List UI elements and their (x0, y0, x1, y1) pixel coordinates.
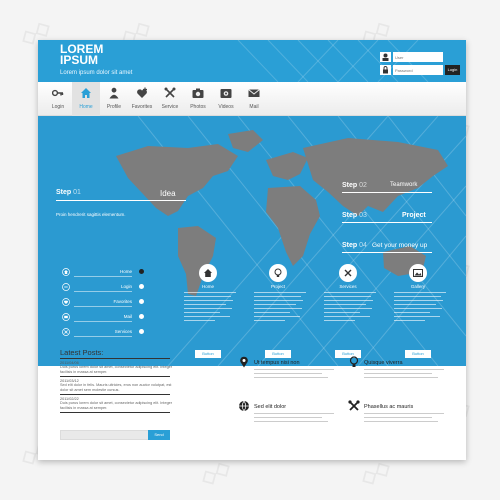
nav-item-mail[interactable] (240, 82, 268, 116)
side-menu-label: Services (114, 329, 132, 334)
info-text-lines (254, 369, 334, 381)
step2-number: 02 (359, 182, 367, 189)
person-icon (108, 87, 120, 99)
step4-label (342, 242, 367, 249)
key-icon (62, 283, 70, 291)
user-icon (380, 52, 391, 62)
latest-posts-title: Latest Posts: (60, 348, 104, 357)
feature-label: Project (270, 284, 285, 289)
info-text-lines (254, 413, 334, 425)
nav-label: Login (51, 104, 65, 110)
post-text: Sed elit dolor in felis. Mauris ultricies, eros non auctor volutpat, est dolor sit amet sem molestie cursus. (60, 383, 172, 392)
info-title: Ut tempus nisi non (254, 360, 300, 366)
post-date: 2011/02/22 (60, 397, 79, 401)
step2-underline (342, 192, 432, 193)
side-menu-divider (74, 321, 132, 322)
house-icon (80, 87, 92, 99)
side-menu-radio (139, 299, 144, 304)
step4-number: 04 (359, 242, 367, 249)
heart-icon (62, 298, 70, 306)
side-menu-item-favorites[interactable] (62, 298, 146, 308)
step1-title: Idea (160, 189, 176, 198)
nav-label: Profile (106, 104, 122, 110)
step1-underline (56, 200, 186, 201)
heart-plus-icon (136, 87, 148, 99)
post-text: Duis purus lorem dolor sit amet, consectetur adipiscing elit. Integer facilisis in massa at semper. (60, 365, 173, 374)
username-input[interactable] (393, 52, 443, 62)
feature-services (322, 264, 382, 359)
lightbulb-icon (348, 356, 360, 368)
key-icon (52, 87, 64, 99)
lock-icon (380, 65, 391, 75)
info-title: Sed elit dolor (254, 404, 287, 410)
nav-item-login[interactable] (44, 82, 72, 116)
side-menu-label: Login (120, 284, 132, 289)
side-menu-label: Mail (123, 314, 132, 319)
house-icon (62, 268, 70, 276)
envelope-icon (248, 87, 260, 99)
info-block-4 (348, 400, 458, 440)
side-menu-divider (74, 306, 132, 307)
feature-label: Home (201, 284, 214, 289)
info-text-lines (364, 413, 444, 425)
step2-title: Teamwork (390, 182, 418, 188)
step3-underline (342, 222, 432, 223)
map-pin-icon (238, 356, 250, 368)
feature-label: Services (339, 284, 357, 289)
header (38, 40, 466, 82)
posts-divider (60, 412, 170, 413)
post-text: Duis purus lorem dolor sit amet, consectetur adipiscing elit. Integer facilisis in massa at semper. (60, 401, 173, 410)
post-date: 2011/03/12 (60, 379, 79, 383)
post-item[interactable] (60, 379, 180, 393)
info-text-lines (364, 369, 444, 381)
post-date: 2011/04/06 (60, 361, 79, 365)
side-menu-divider (74, 276, 132, 277)
lightbulb-icon (273, 268, 283, 278)
globe-icon (238, 400, 250, 412)
step3-word: Step (342, 212, 358, 219)
tools-icon (164, 87, 176, 99)
step2-label (342, 182, 367, 189)
feature-home (182, 264, 242, 359)
side-menu-divider (74, 336, 132, 337)
side-menu-radio (139, 284, 144, 289)
info-block-3 (238, 400, 348, 440)
info-block-1 (238, 356, 348, 396)
feature-button[interactable]: Button (405, 350, 431, 358)
posts-divider (60, 376, 170, 377)
send-button[interactable]: Send (148, 430, 170, 440)
tools-icon (348, 400, 360, 412)
watermark: ◇◇ ◇◇ ◇◇ ◇◇ ◇◇ ◇◇ (16, 15, 395, 491)
username-row (380, 52, 460, 62)
side-menu-divider (74, 291, 132, 292)
feature-text-lines (324, 292, 376, 324)
feature-text-lines (254, 292, 306, 324)
side-menu-radio (139, 314, 144, 319)
step3-title: Project (402, 212, 426, 219)
image-icon (413, 268, 423, 278)
feature-text-lines (184, 292, 236, 324)
side-menu-label: Home (119, 269, 132, 274)
nav-item-photos[interactable] (184, 82, 212, 116)
feature-text-lines (394, 292, 446, 324)
envelope-icon (62, 313, 70, 321)
side-menu-item-login[interactable] (62, 283, 146, 293)
feature-button[interactable]: Button (265, 350, 291, 358)
side-menu-item-home[interactable] (62, 268, 146, 278)
side-menu-radio (139, 329, 144, 334)
nav-label: Home (79, 104, 93, 110)
password-row (380, 65, 460, 75)
step4-underline (342, 252, 432, 253)
step1-number: 01 (73, 189, 81, 196)
hero-banner (38, 116, 466, 366)
side-menu-item-mail[interactable] (62, 313, 146, 323)
feature-button[interactable]: Button (335, 350, 361, 358)
side-menu-label: Favorites (113, 299, 132, 304)
feature-icon-circle (199, 264, 217, 282)
step1-description: Proin hendrerit sagittis elementum. (56, 212, 126, 217)
nav-label: Videos (218, 104, 234, 110)
feature-button[interactable]: Button (195, 350, 221, 358)
nav-label: Favorites (131, 104, 153, 110)
website-mockup (38, 40, 466, 460)
posts-divider (60, 394, 170, 395)
feature-icon-circle (409, 264, 427, 282)
feature-project (252, 264, 312, 359)
nav-label: Photos (190, 104, 206, 110)
password-input[interactable] (393, 65, 443, 75)
feature-icon-circle (339, 264, 357, 282)
nav-item-favorites[interactable] (128, 82, 156, 116)
step1-label (56, 189, 81, 196)
info-title: Phasellus ac mauris (364, 404, 414, 410)
tools-icon (62, 328, 70, 336)
nav-label: Service (161, 104, 179, 110)
nav-item-home[interactable] (72, 82, 100, 116)
video-icon (220, 87, 232, 99)
step3-label (342, 212, 367, 219)
feature-label: Gallery (410, 284, 426, 289)
feature-gallery (392, 264, 452, 359)
posts-divider (60, 358, 170, 359)
feature-icon-circle (269, 264, 287, 282)
step4-word: Step (342, 242, 358, 249)
nav-item-profile[interactable] (100, 82, 128, 116)
post-item[interactable] (60, 397, 180, 411)
top-navigation (38, 82, 466, 116)
house-icon (203, 268, 213, 278)
step1-word: Step (56, 189, 72, 196)
post-item[interactable] (60, 361, 180, 375)
step3-number: 03 (359, 212, 367, 219)
nav-label: Mail (249, 104, 259, 110)
tools-icon (343, 268, 353, 278)
side-menu-item-services[interactable] (62, 328, 146, 338)
side-menu-radio (139, 269, 144, 274)
nav-item-service[interactable] (156, 82, 184, 116)
login-button[interactable]: Login (445, 65, 460, 75)
step2-word: Step (342, 182, 358, 189)
logo-title: LOREM IPSUM (60, 42, 104, 67)
info-block-2 (348, 356, 458, 396)
step4-title: Get your money up (372, 242, 428, 249)
logo-tagline: Lorem ipsum dolor sit amet (60, 70, 133, 76)
nav-item-videos[interactable] (212, 82, 240, 116)
info-title: Quisque viverra (364, 360, 403, 366)
camera-icon (192, 87, 204, 99)
